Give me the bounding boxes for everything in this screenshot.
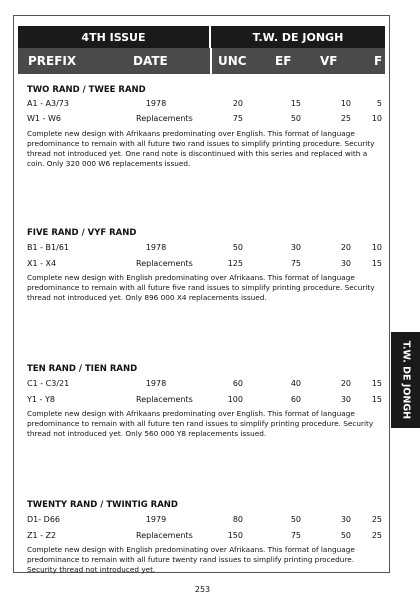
row-vf: 20: [340, 379, 351, 388]
row-unc: 75: [232, 114, 243, 123]
col-ef: EF: [275, 54, 292, 68]
row-prefix: C1 - C3/21: [27, 379, 70, 388]
table-row: [27, 259, 382, 271]
section-description: Complete new design with Afrikaans predominating over English. This format of language predominance to remain with all future ten rand issues to simplify printing procedure. Security thread not introduced yet. Only 560 000 Y8 replacements issued.: [27, 409, 374, 438]
row-date: Replacements: [136, 259, 193, 268]
row-f: 25: [371, 515, 382, 524]
row-f: 5: [376, 99, 382, 108]
row-vf: 30: [340, 259, 351, 268]
table-row: [27, 395, 382, 407]
row-ef: 40: [290, 379, 301, 388]
col-unc: UNC: [218, 54, 247, 68]
row-ef: 60: [290, 395, 301, 404]
row-unc: 50: [232, 243, 243, 252]
row-f: 15: [371, 379, 382, 388]
table-row: [27, 114, 382, 126]
section-description: Complete new design with Afrikaans predominating over English. This format of language predominance to remain with all future two rand issues to simplify printing procedure. Security thread not introduced yet. One rand note is discontinued with this series and replaced with a coin. Only 320 000 W6 replacements issued.: [27, 129, 375, 168]
row-date: 1979: [145, 515, 167, 524]
row-prefix: X1 - X4: [27, 259, 57, 268]
row-f: 10: [371, 114, 382, 123]
section-title: TWO RAND / TWEE RAND: [27, 85, 146, 95]
table-row: [27, 515, 382, 527]
section-title: TWENTY RAND / TWINTIG RAND: [27, 500, 178, 510]
section-description: Complete new design with English predominating over Afrikaans. This format of language predominance to remain with all future twenty rand issues to simplify printing procedure. Security thread not introduced yet.: [27, 545, 355, 574]
row-vf: 10: [340, 99, 351, 108]
table-row: [27, 243, 382, 255]
table-row: [27, 99, 382, 111]
row-unc: 60: [232, 379, 243, 388]
section-description: Complete new design with English predominating over Afrikaans. This format of language predominance to remain with all future five rand issues to simplify printing procedure. Security thread not introduced yet. Only 896 000 X4 replacements issued.: [27, 273, 375, 302]
row-ef: 15: [290, 99, 301, 108]
col-f: F: [374, 54, 383, 68]
row-f: 15: [371, 395, 382, 404]
page-number: 253: [194, 585, 211, 594]
col-prefix: PREFIX: [28, 54, 77, 68]
section-title: FIVE RAND / VYF RAND: [27, 228, 137, 238]
row-prefix: W1 - W6: [27, 114, 61, 123]
row-prefix: Y1 - Y8: [27, 395, 55, 404]
row-date: 1978: [145, 243, 167, 252]
col-vf: VF: [320, 54, 338, 68]
row-vf: 50: [340, 531, 351, 540]
row-ef: 50: [290, 515, 301, 524]
row-date: Replacements: [136, 114, 193, 123]
row-prefix: D1- D66: [27, 515, 61, 524]
row-f: 15: [371, 259, 382, 268]
table-row: [27, 379, 382, 391]
row-unc: 80: [232, 515, 243, 524]
row-prefix: B1 - B1/61: [27, 243, 70, 252]
side-tab-label: T.W. DE JONGH: [400, 340, 411, 420]
publisher-heading: T.W. DE JONGH: [209, 26, 385, 48]
section-title: TEN RAND / TIEN RAND: [27, 364, 138, 374]
row-f: 10: [371, 243, 382, 252]
row-unc: 20: [232, 99, 243, 108]
row-ef: 75: [290, 259, 301, 268]
row-date: 1978: [145, 379, 167, 388]
row-unc: 125: [227, 259, 243, 268]
row-f: 25: [371, 531, 382, 540]
row-ef: 75: [290, 531, 301, 540]
row-vf: 30: [340, 515, 351, 524]
column-separator: [210, 48, 212, 74]
col-date: DATE: [133, 54, 168, 68]
row-unc: 100: [227, 395, 243, 404]
row-unc: 150: [227, 531, 243, 540]
side-tab: [391, 332, 420, 428]
row-date: Replacements: [136, 531, 193, 540]
row-ef: 30: [290, 243, 301, 252]
row-date: 1978: [145, 99, 167, 108]
row-prefix: Z1 - Z2: [27, 531, 57, 540]
row-prefix: A1 - A3/73: [27, 99, 69, 108]
column-header-row: [18, 48, 385, 74]
table-row: [27, 531, 382, 543]
row-vf: 30: [340, 395, 351, 404]
table-header-top: [18, 26, 385, 48]
row-ef: 50: [290, 114, 301, 123]
row-vf: 20: [340, 243, 351, 252]
row-vf: 25: [340, 114, 351, 123]
row-date: Replacements: [136, 395, 193, 404]
issue-heading: 4TH ISSUE: [81, 30, 146, 44]
